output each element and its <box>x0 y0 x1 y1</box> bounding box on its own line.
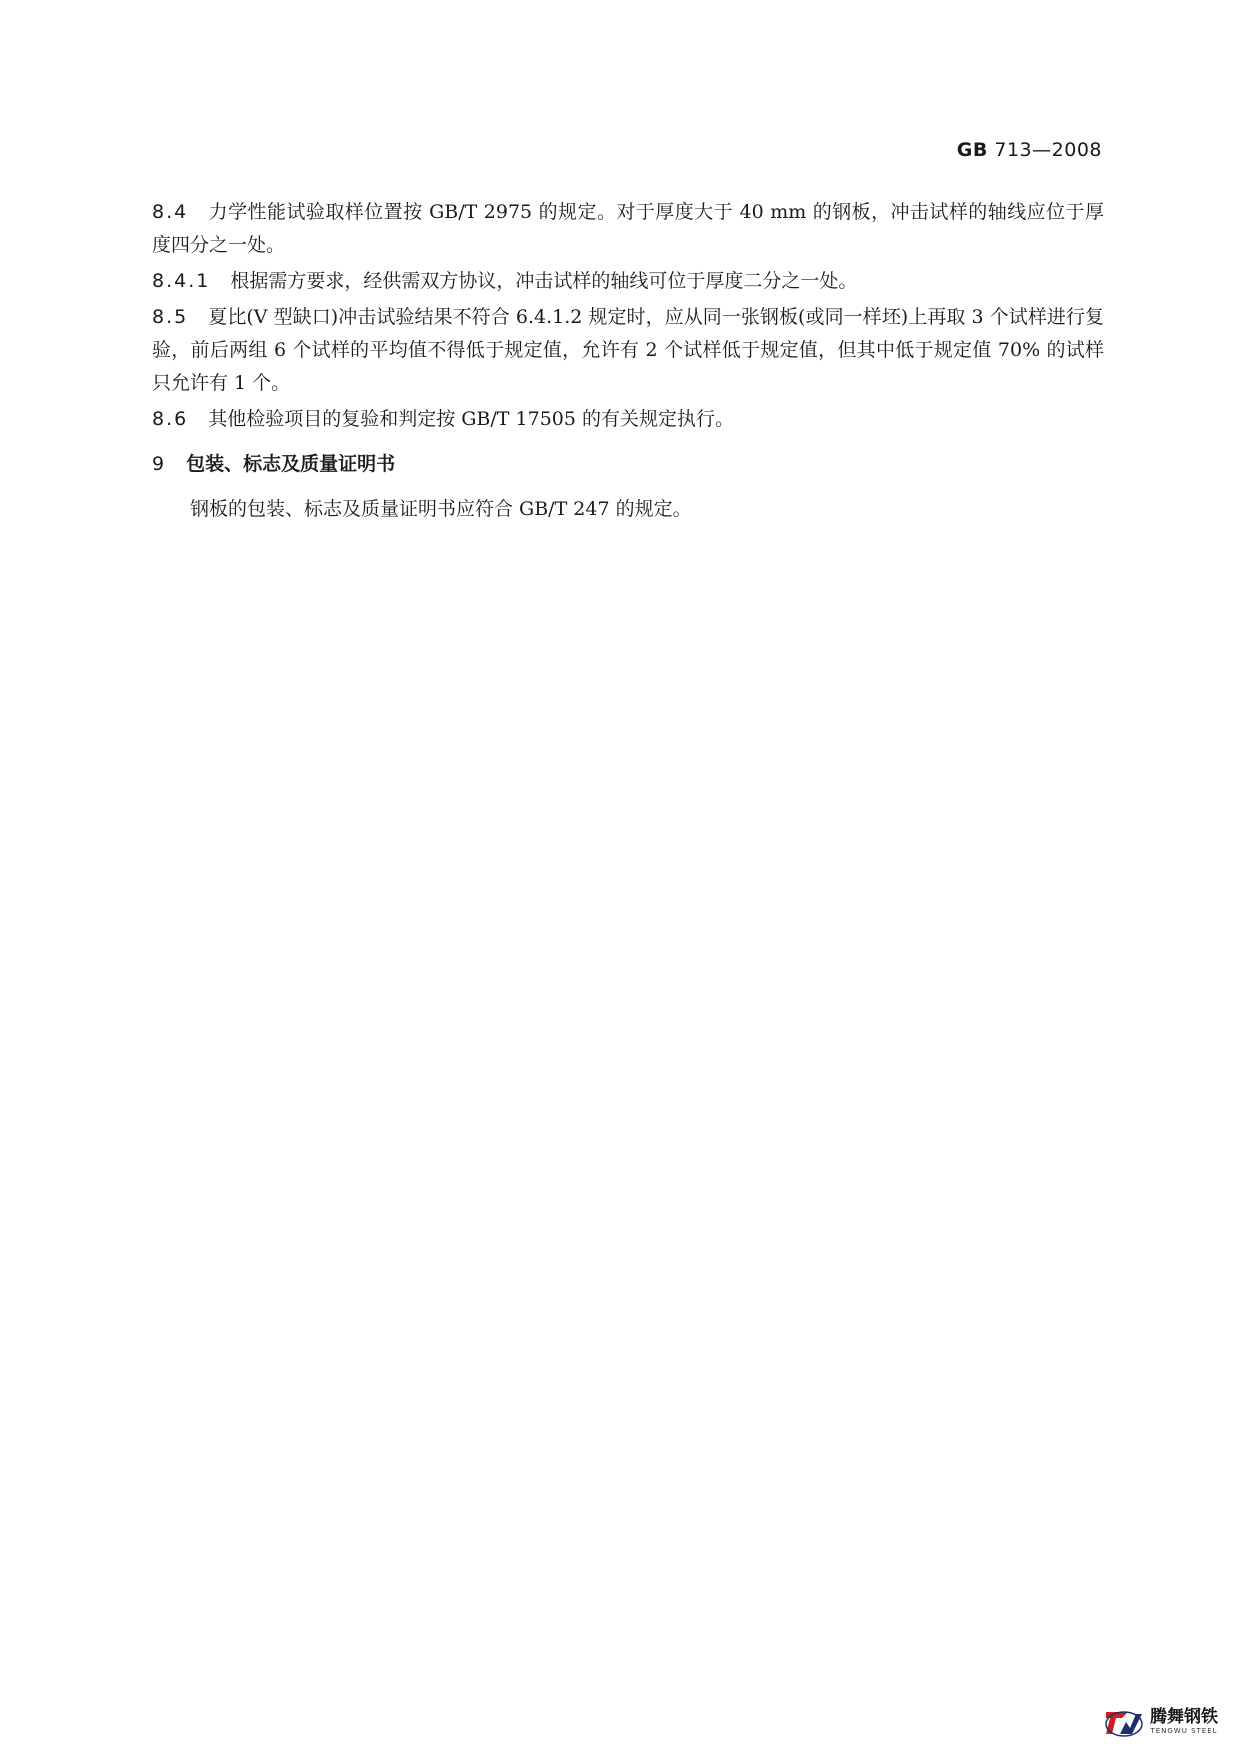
section-9-heading <box>152 448 1104 481</box>
section-number: 9 <box>152 453 165 475</box>
logo-emblem-icon <box>1104 1706 1144 1738</box>
document-body <box>152 196 1104 526</box>
clause-number: 8.6 <box>152 408 189 430</box>
section-title: 包装、标志及质量证明书 <box>186 453 396 475</box>
section-9-body: 钢板的包装、标志及质量证明书应符合 GB/T 247 的规定。 <box>190 498 692 520</box>
logo-text <box>1150 1709 1218 1735</box>
clause-8-4 <box>152 196 1104 262</box>
clause-number: 8.4 <box>152 201 189 223</box>
clause-text: 其他检验项目的复验和判定按 GB/T 17505 的有关规定执行。 <box>208 408 734 430</box>
clause-number: 8.5 <box>152 306 189 328</box>
company-logo <box>1104 1706 1218 1738</box>
logo-english-name: TENGWU STEEL <box>1150 1727 1218 1735</box>
clause-8-6 <box>152 403 1104 436</box>
clause-8-5 <box>152 301 1104 400</box>
clause-text: 夏比(V 型缺口)冲击试验结果不符合 6.4.1.2 规定时，应从同一张钢板(或同一样坯)上再取 3 个试样进行复验，前后两组 6 个试样的平均值不得低于规定值，允许有 2 个试样低于规定值，但其中低于规定值 70% 的试样只允许有 1 个。 <box>152 306 1104 394</box>
clause-text: 力学性能试验取样位置按 GB/T 2975 的规定。对于厚度大于 40 mm 的钢板，冲击试样的轴线应位于厚度四分之一处。 <box>152 201 1104 256</box>
logo-chinese-name: 腾舞钢铁 <box>1150 1707 1218 1727</box>
clause-text: 根据需方要求，经供需双方协议，冲击试样的轴线可位于厚度二分之一处。 <box>230 270 858 292</box>
clause-8-4-1 <box>152 265 1104 298</box>
document-number <box>957 139 1102 161</box>
clause-number: 8.4.1 <box>152 270 211 292</box>
doc-prefix: GB <box>956 139 988 161</box>
doc-code: 713—2008 <box>994 139 1102 161</box>
